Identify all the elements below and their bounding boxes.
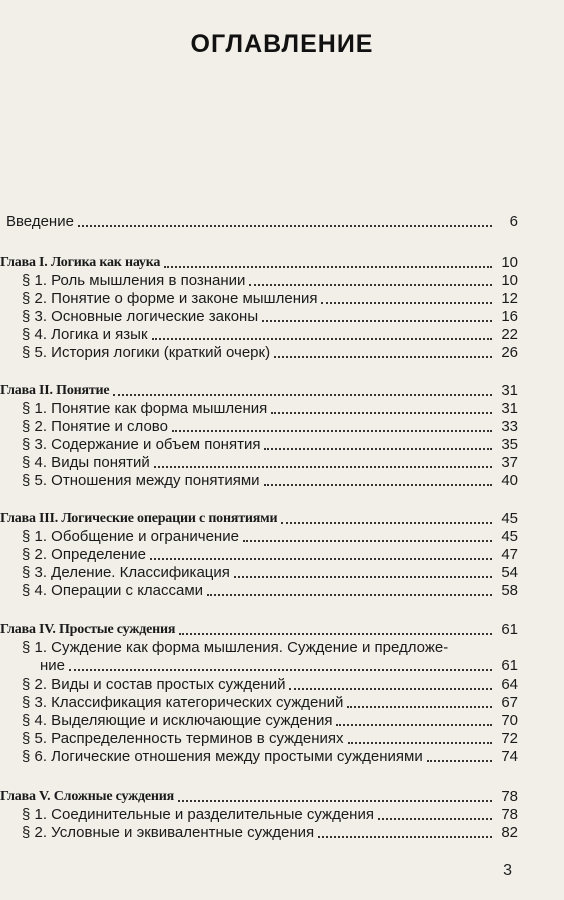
toc-section[interactable] [0,342,518,362]
toc-page-number: 22 [501,326,518,343]
toc-page-number: 16 [501,308,518,325]
toc-section-continuation[interactable] [0,655,518,675]
toc-page-number: 70 [501,712,518,729]
toc-chapter-4[interactable] [0,619,518,639]
toc-section[interactable] [0,434,518,454]
toc-page-number: 72 [501,730,518,747]
dot-leader [281,522,492,524]
toc-section[interactable] [0,710,518,730]
dot-leader [264,484,492,486]
toc-page-number: 61 [501,657,518,674]
toc-chapter-2[interactable] [0,380,518,400]
toc-section[interactable] [0,692,518,712]
toc-section[interactable] [0,324,518,344]
dot-leader [336,724,492,726]
toc-section-label: § 6. Логические отношения между простыми суждениями [22,748,423,765]
toc-entry-label: Введение [6,213,74,230]
toc-section[interactable] [0,526,518,546]
toc-page-number: 10 [501,254,518,271]
toc-section[interactable] [0,416,518,436]
dot-leader [289,688,492,690]
toc-page-number: 45 [501,528,518,545]
toc-section[interactable] [0,822,518,842]
toc-section-label: § 1. Понятие как форма мышления [22,400,268,417]
toc-section[interactable] [0,580,518,600]
toc-chapter-3[interactable] [0,508,518,528]
toc-section[interactable] [0,674,518,694]
dot-leader [234,576,492,578]
toc-page-number: 26 [501,344,518,361]
toc-page-number: 31 [501,382,518,399]
toc-page-number: 35 [501,436,518,453]
toc-section-label: § 3. Деление. Классификация [22,564,230,581]
dot-leader [264,448,492,450]
toc-chapter-5[interactable] [0,786,518,806]
toc-page-number: 10 [501,272,518,289]
toc-page-number: 82 [501,824,518,841]
toc-section-label: § 3. Содержание и объем понятия [22,436,261,453]
toc-section-label: § 2. Понятие и слово [22,418,168,435]
toc-section[interactable] [0,746,518,766]
dot-leader [274,356,492,358]
toc-page-number: 78 [501,806,518,823]
toc-section[interactable] [0,452,518,472]
toc-section-label: § 2. Понятие о форме и законе мышления [22,290,318,307]
toc-chapter-label: Глава III. Логические операции с понятиями [0,511,278,526]
toc-section[interactable] [0,398,518,418]
toc-chapter-1[interactable] [0,252,518,272]
toc-section[interactable] [0,804,518,824]
dot-leader [207,594,492,596]
page-number: 3 [503,862,512,879]
toc-page-number: 64 [501,676,518,693]
dot-leader [271,412,492,414]
toc-page-number: 31 [501,400,518,417]
toc-section-label: § 5. Распределенность терминов в суждениях [22,730,344,747]
toc-page-number: 58 [501,582,518,599]
toc-page-number: 12 [501,290,518,307]
toc-section-label: § 1. Обобщение и ограничение [22,528,239,545]
dot-leader [179,633,492,635]
toc-section-label: § 3. Классификация категорических суждений [22,694,344,711]
dot-leader [150,558,492,560]
toc-section-label: § 1. Суждение как форма мышления. Суждение и предложе- [22,639,449,656]
dot-leader [178,800,492,802]
toc-section[interactable] [0,562,518,582]
toc-chapter-label: Глава IV. Простые суждения [0,622,176,637]
dot-leader [243,540,492,542]
toc-section-label: § 2. Условные и эквивалентные суждения [22,824,315,841]
dot-leader [249,284,492,286]
dot-leader [321,302,492,304]
toc-page-number: 6 [509,213,518,230]
toc-section[interactable] [0,288,518,308]
toc-section-label: § 1. Соединительные и разделительные суждения [22,806,374,823]
dot-leader [378,818,492,820]
toc-page-number: 37 [501,454,518,471]
toc-section[interactable] [0,637,518,657]
page-title: ОГЛАВЛЕНИЕ [190,30,374,58]
toc-chapter-label: Глава I. Логика как наука [0,255,161,270]
toc-page-number: 74 [501,748,518,765]
toc-section-label: § 4. Операции с классами [22,582,204,599]
dot-leader [164,266,492,268]
toc-section[interactable] [0,728,518,748]
toc-section-label: § 4. Логика и язык [22,326,148,343]
dot-leader [154,466,492,468]
toc-section-label: § 2. Определение [22,546,147,563]
toc-chapter-label: Глава II. Понятие [0,383,110,398]
toc-section[interactable] [0,544,518,564]
toc-page-number: 40 [501,472,518,489]
toc-section-label: § 5. История логики (краткий очерк) [22,344,271,361]
toc-section-label-continuation: ние [40,657,66,674]
toc-section-label: § 3. Основные логические законы [22,308,259,325]
toc-page-number: 54 [501,564,518,581]
dot-leader [172,430,492,432]
dot-leader [262,320,492,322]
toc-entry-intro[interactable] [0,211,518,231]
toc-page-number: 78 [501,788,518,805]
toc-page-number: 61 [501,621,518,638]
dot-leader [427,760,492,762]
toc-page-number: 45 [501,510,518,527]
toc-chapter-label: Глава V. Сложные суждения [0,789,175,804]
dot-leader [318,836,492,838]
dot-leader [113,394,492,396]
dot-leader [78,225,492,227]
dot-leader [152,338,492,340]
toc-section[interactable] [0,270,518,290]
toc-section-label: § 4. Выделяющие и исключающие суждения [22,712,333,729]
toc-page-number: 67 [501,694,518,711]
dot-leader [348,742,492,744]
dot-leader [347,706,492,708]
toc-page-number: 47 [501,546,518,563]
toc-section-label: § 1. Роль мышления в познании [22,272,246,289]
toc-section[interactable] [0,470,518,490]
toc-section[interactable] [0,306,518,326]
toc-section-label: § 5. Отношения между понятиями [22,472,260,489]
dot-leader [69,669,492,671]
toc-section-label: § 4. Виды понятий [22,454,150,471]
toc-page-number: 33 [501,418,518,435]
toc-section-label: § 2. Виды и состав простых суждений [22,676,286,693]
